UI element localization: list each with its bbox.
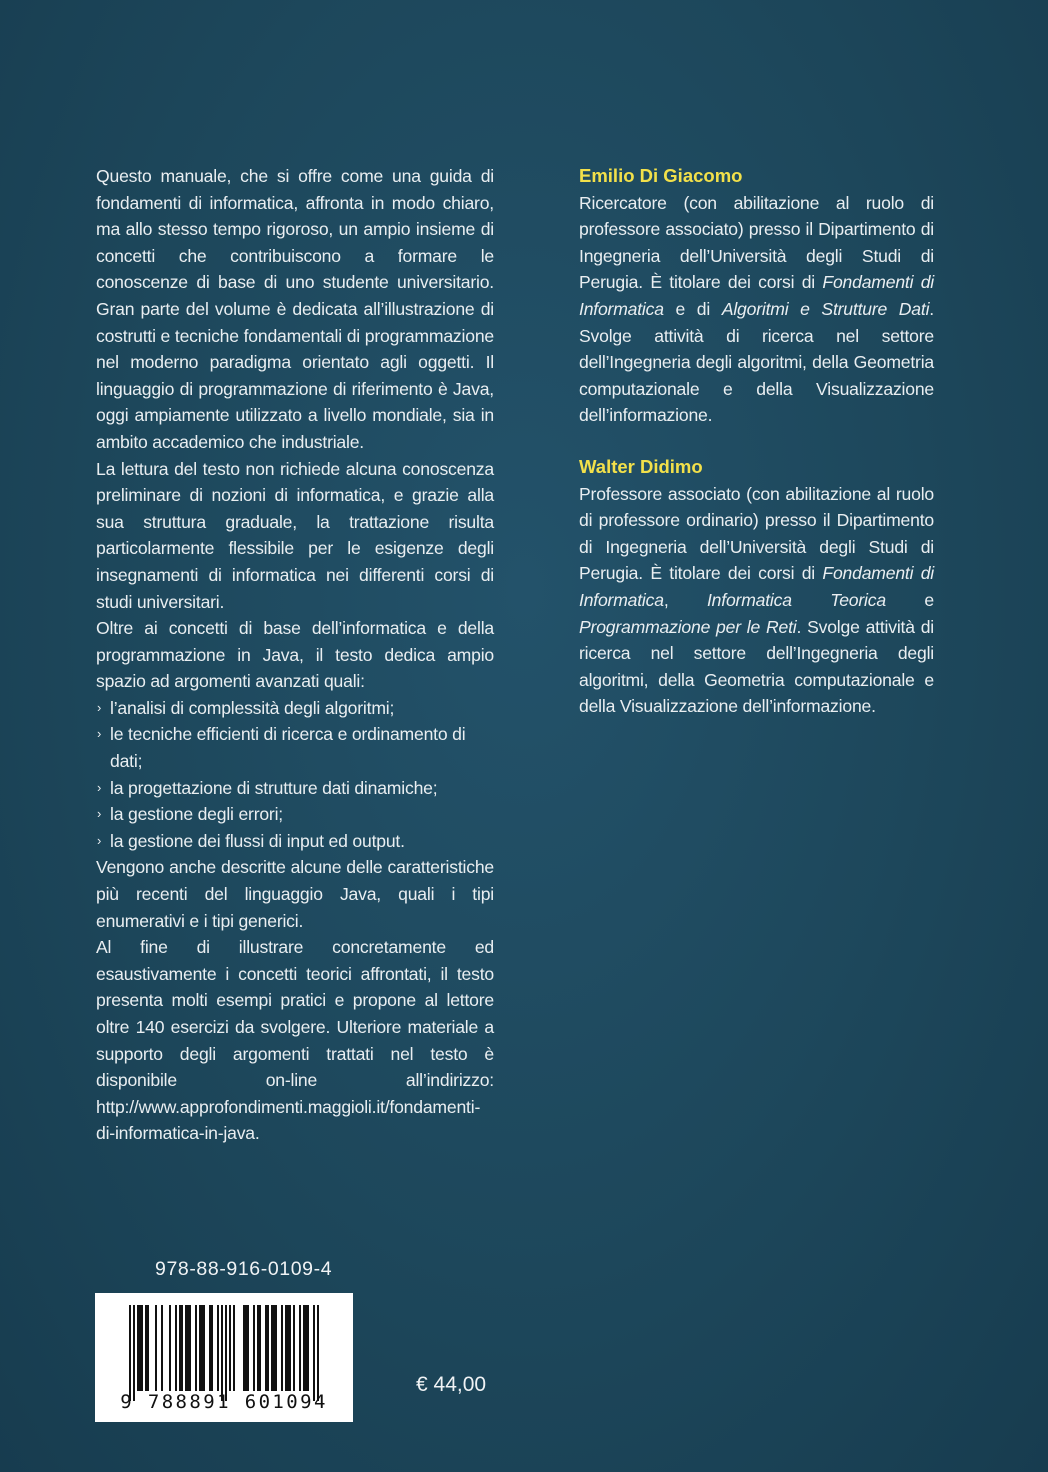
barcode-bar: [313, 1305, 315, 1401]
barcode-bar: [129, 1305, 131, 1401]
barcode-bar: [267, 1305, 269, 1391]
author-emilio-di-giacomo: [579, 163, 934, 429]
barcode-bar: [217, 1305, 219, 1391]
list-item: [96, 695, 494, 722]
authors-column: [579, 163, 934, 720]
barcode-bar: [229, 1305, 231, 1391]
barcode-bar: [253, 1305, 255, 1391]
description-column: [96, 163, 494, 1147]
bullet-chevron-icon: ›: [97, 726, 102, 742]
barcode-bar: [203, 1305, 205, 1391]
barcode-bar: [221, 1305, 223, 1401]
barcode-bar: [247, 1305, 249, 1391]
list-item-text: la gestione degli errori;: [110, 804, 283, 825]
barcode-bar: [199, 1305, 201, 1391]
barcode-bar: [147, 1305, 149, 1391]
author-bio: [579, 190, 934, 429]
bio-text: ,: [663, 589, 707, 610]
author-walter-didimo: [579, 454, 934, 720]
list-item: [96, 721, 494, 774]
barcode-bar: [175, 1305, 177, 1391]
barcode-bar: [273, 1305, 275, 1391]
barcode: [95, 1293, 353, 1422]
barcode-bar: [243, 1305, 245, 1391]
description-paragraph-4: Vengono anche descritte alcune delle caratteristiche più recenti del linguaggio Java, quali i tipi enumerativi e i tipi generici.: [96, 857, 494, 931]
barcode-digits: 9 788891 601094: [120, 1391, 328, 1413]
barcode-bar: [275, 1305, 277, 1391]
description-paragraph-1: Questo manuale, che si offre come una guida di fondamenti di informatica, affronta in modo chiaro, ma allo stesso tempo rigoroso, un ampio insieme di concetti che contribuiscono a formare le conoscenze di base di uno studente universitario. Gran parte del volume è dedicata all’illustrazione di costrutti e tecniche fondamentali di programmazione nel moderno paradigma orientato agli oggetti. Il linguaggio di programmazione di riferimento è Java, oggi ampiamente utilizzato a livello mondiale, sia in ambito accademico che industriale.: [96, 166, 494, 452]
barcode-bar: [137, 1305, 139, 1391]
course-title: Programmazione per le Reti: [579, 616, 797, 637]
barcode-bar: [305, 1305, 307, 1391]
barcode-bar: [257, 1305, 259, 1391]
author-bio: [579, 481, 934, 720]
barcode-bar: [265, 1305, 267, 1391]
description-paragraph-2: La lettura del testo non richiede alcuna conoscenza preliminare di nozioni di informatica, e grazie alla sua struttura graduale, la trattazione risulta particolarmente flessibile per le esigenze degli insegnamenti di informatica nei differenti corsi di studi universitari.: [96, 458, 494, 612]
advanced-topics-list: [96, 695, 494, 855]
bullet-chevron-icon: ›: [97, 699, 102, 715]
barcode-bar: [185, 1305, 187, 1391]
barcode-bar: [201, 1305, 203, 1391]
barcode-bar: [141, 1305, 143, 1391]
barcode-bar: [233, 1305, 235, 1391]
description-paragraph-3: Oltre ai concetti di base dell’informatica e della programmazione in Java, il testo dedica ampio spazio ad argomenti avanzati quali:: [96, 618, 494, 692]
barcode-bar: [281, 1305, 283, 1391]
list-item-text: l’analisi di complessità degli algoritmi;: [110, 697, 395, 718]
bio-text: e di: [663, 298, 722, 319]
barcode-bar: [139, 1305, 141, 1391]
barcode-bar: [133, 1305, 135, 1401]
list-item: [96, 775, 494, 802]
barcode-bar: [303, 1305, 305, 1391]
list-item-text: la gestione dei flussi di input ed output.: [110, 830, 405, 851]
bio-text: e: [885, 589, 934, 610]
bio-text: Professore associato (con abilitazione al ruolo di professore ordinario) presso il Dipartimento di Ingegneria dell’Università degli Studi di Perugia. È titolare dei corsi di: [579, 483, 934, 584]
bullet-chevron-icon: ›: [97, 832, 102, 848]
barcode-bar: [285, 1305, 287, 1391]
barcode-bar: [195, 1305, 197, 1391]
bullet-chevron-icon: ›: [97, 806, 102, 822]
barcode-bar: [307, 1305, 309, 1391]
bio-text: Ricercatore (con abilitazione al ruolo di professore associato) presso il Dipartimento di Ingegneria dell’Università degli Studi di Perugia. È titolare dei corsi di: [579, 192, 934, 293]
list-item: [96, 828, 494, 855]
barcode-bar: [289, 1305, 291, 1391]
barcode-bar: [179, 1305, 181, 1391]
barcode-bar: [155, 1305, 157, 1391]
course-title: Fondamenti di Informatica: [579, 563, 935, 610]
barcode-bar: [209, 1305, 211, 1391]
author-name: Emilio Di Giacomo: [579, 165, 743, 186]
barcode-bar: [271, 1305, 273, 1391]
list-item-text: la progettazione di strutture dati dinamiche;: [110, 777, 438, 798]
list-item: [96, 801, 494, 828]
barcode-bar: [293, 1305, 295, 1391]
course-title: Algoritmi e Strutture Dati: [721, 298, 930, 319]
list-item-text: le tecniche efficienti di ricerca e ordinamento di dati;: [110, 724, 466, 772]
barcode-bar: [299, 1305, 301, 1391]
course-title: Fondamenti di Informatica: [579, 272, 935, 319]
barcode-bar: [187, 1305, 189, 1391]
barcode-bar: [169, 1305, 171, 1391]
bio-text: . Svolge attività di ricerca nel settore dell’Ingegneria degli algoritmi, della Geometria computazionale e della Visualizzazione dell’informazione.: [579, 298, 934, 426]
barcode-bar: [189, 1305, 191, 1391]
barcode-bar: [287, 1305, 289, 1391]
course-title: Informatica Teorica: [706, 589, 886, 610]
barcode-bar: [317, 1305, 319, 1401]
bio-text: . Svolge attività di ricerca nel settore dell’Ingegneria degli algoritmi, della Geometria computazionale e della Visualizzazione dell’informazione.: [579, 616, 935, 717]
price-label: € 44,00: [416, 1373, 487, 1396]
bullet-chevron-icon: ›: [97, 779, 102, 795]
description-paragraph-5: Al fine di illustrare concretamente ed esaustivamente i concetti teorici affrontati, il testo presenta molti esempi pratici e propone al lettore oltre 140 esercizi da svolgere. Ulteriore materiale a supporto degli argomenti trattati nel testo è disponibile on-line all’indirizzo: http://www.approfondimenti.maggioli.it/fondamenti-di-informatica-in-java.: [96, 937, 494, 1144]
barcode-bar: [181, 1305, 183, 1391]
barcode-bar: [259, 1305, 261, 1391]
barcode-bar: [161, 1305, 163, 1391]
barcode-bar: [211, 1305, 213, 1391]
author-name: Walter Didimo: [579, 455, 703, 477]
isbn-number: 978-88-916-0109-4: [155, 1258, 333, 1280]
barcode-bar: [145, 1305, 147, 1391]
barcode-bar: [245, 1305, 247, 1391]
barcode-bar: [225, 1305, 227, 1401]
